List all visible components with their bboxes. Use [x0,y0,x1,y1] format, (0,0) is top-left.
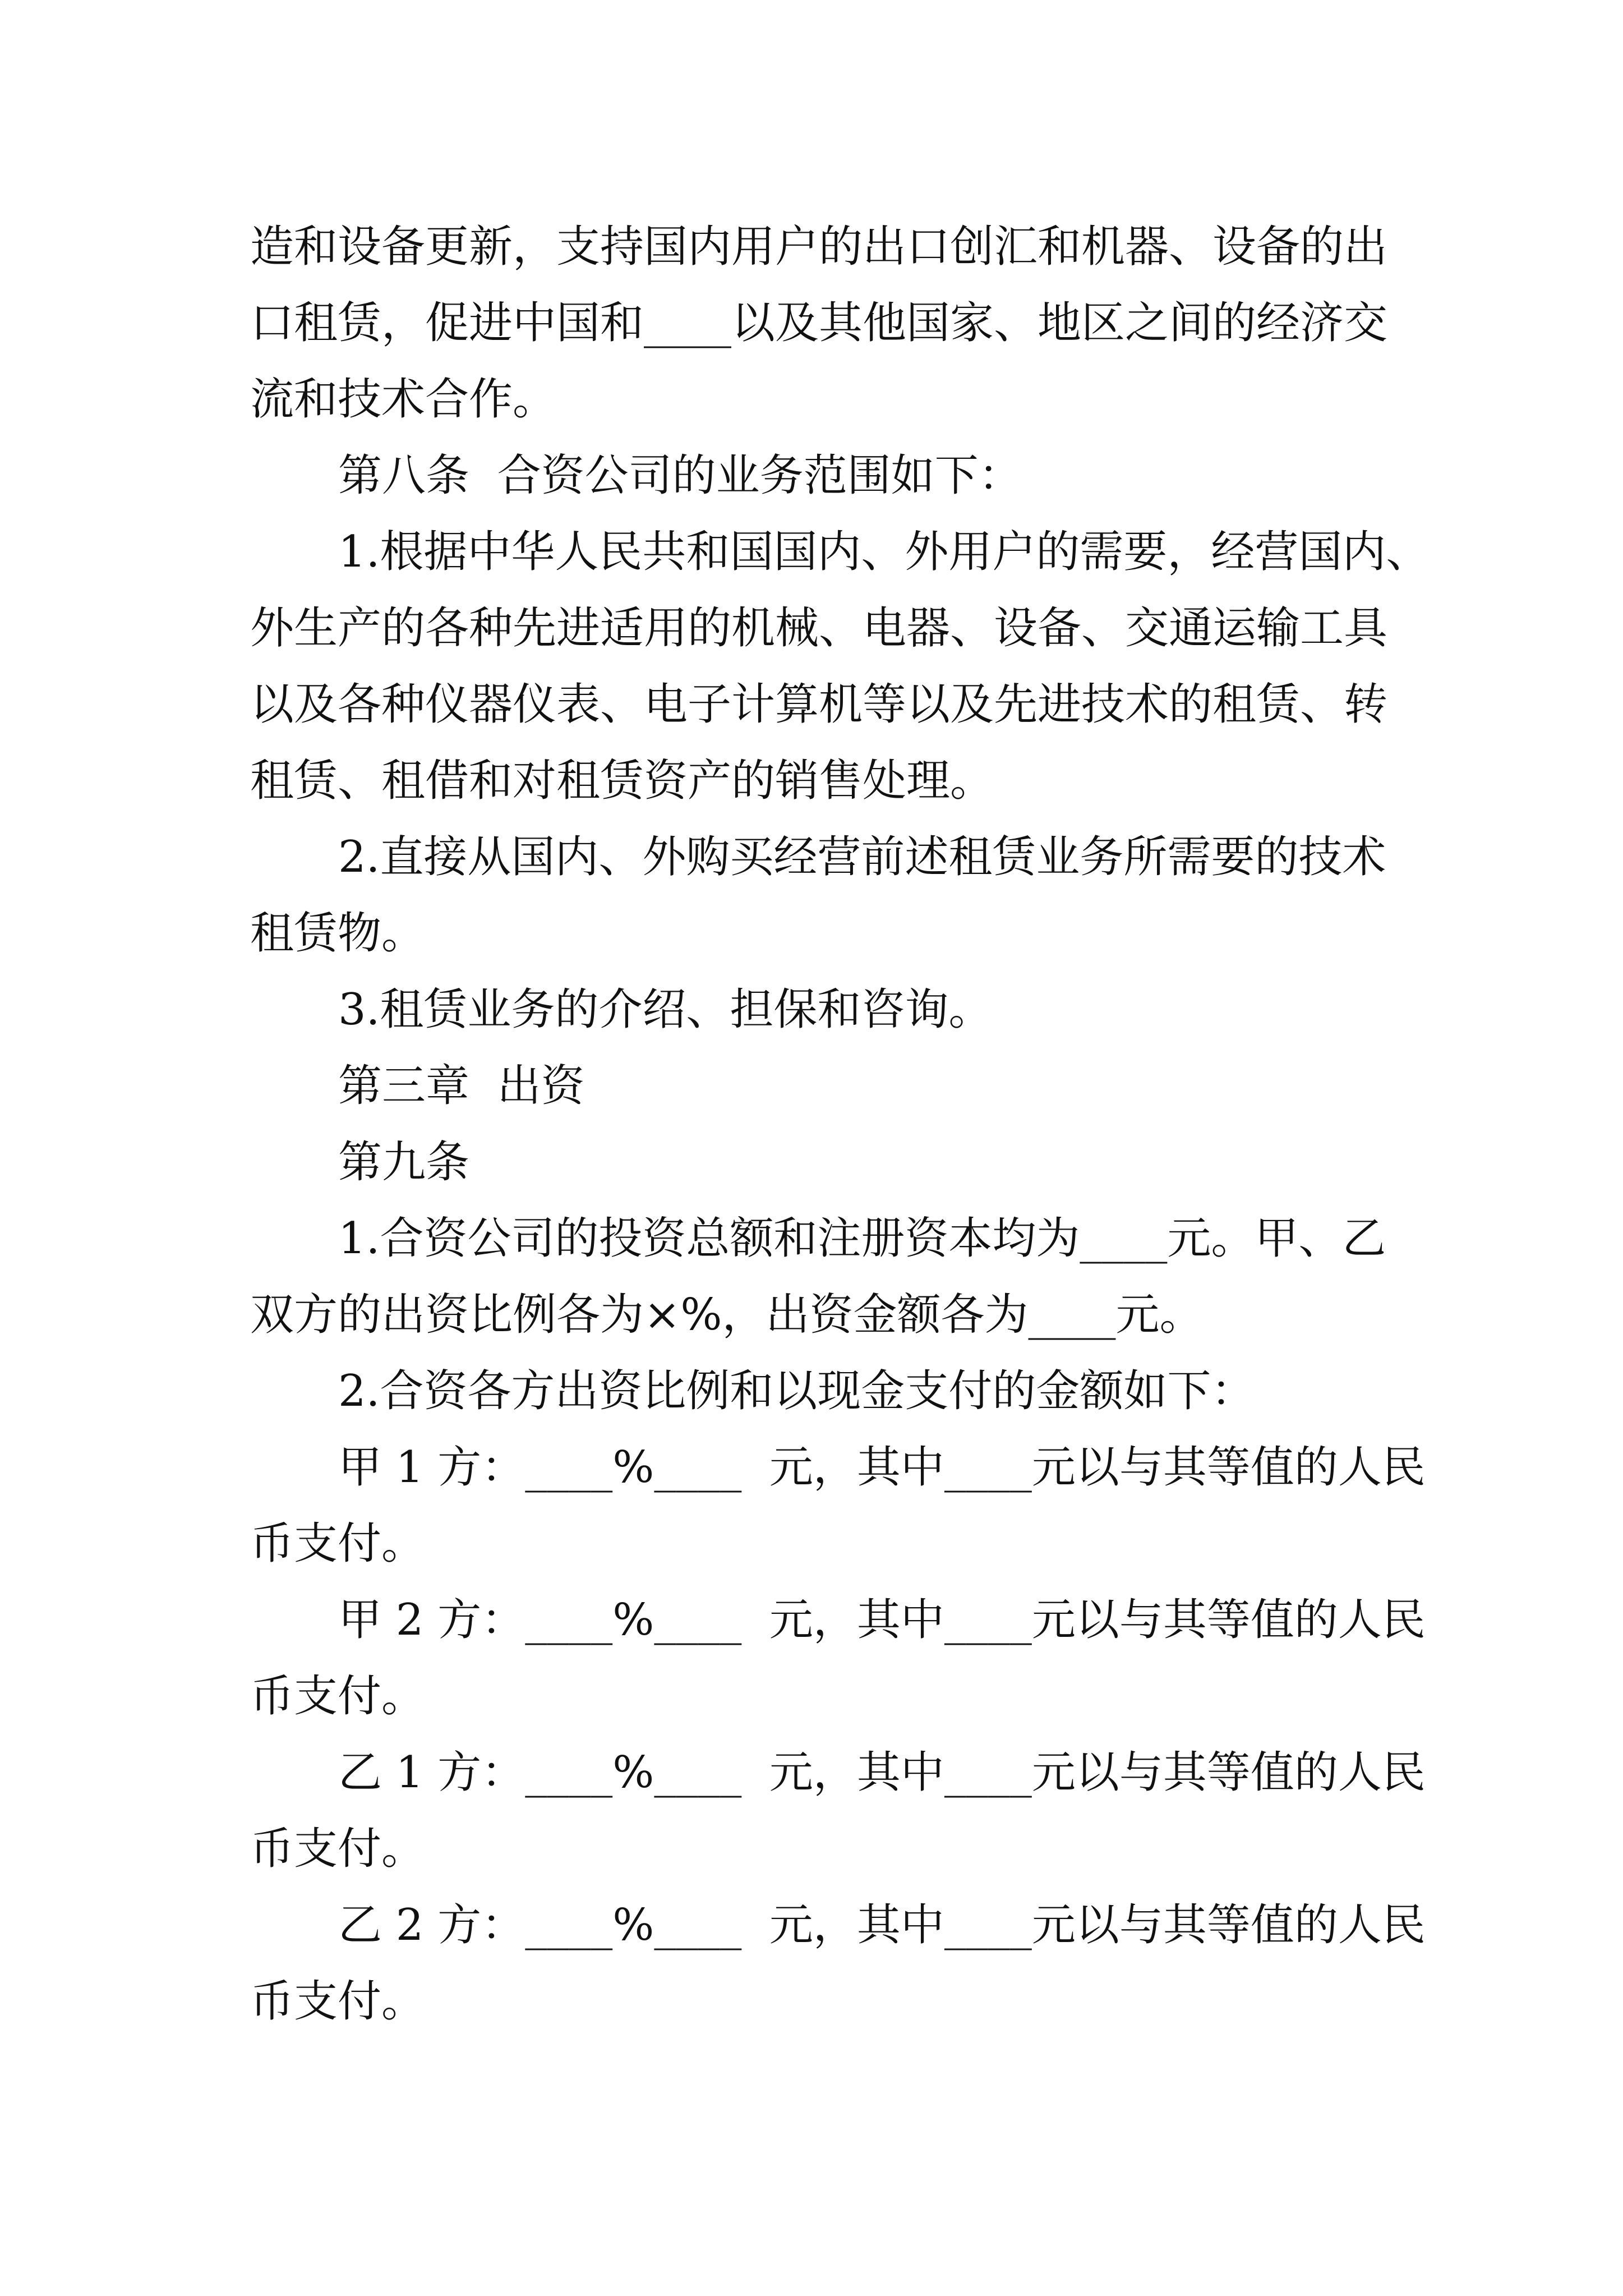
list-item-line: 外生产的各种先进适用的机械、电器、设备、交通运输工具 [250,603,1388,654]
list-item-line: 租赁、租借和对租赁资产的销售处理。 [250,756,994,806]
article-heading: 第八条 合资公司的业务范围如下： [338,450,1022,501]
list-item-line: 租赁物。 [250,908,426,959]
article-heading: 第九条 [338,1137,470,1188]
list-item-line: 3.租赁业务的介绍、担保和咨询。 [338,984,993,1035]
list-item-line: 双方的出资比例各为×%，出资金额各为____元。 [250,1290,1204,1340]
party-contribution-line: 乙 2 方：____%____ 元，其中____元以与其等值的人民 [338,1900,1426,1950]
party-contribution-line: 甲 2 方：____%____ 元，其中____元以与其等值的人民 [338,1595,1426,1645]
paragraph-line: 口租赁，促进中国和____以及其他国家、地区之间的经济交 [250,298,1388,348]
list-item-line: 1.根据中华人民共和国国内、外用户的需要，经营国内、 [338,527,1430,577]
paragraph-line: 造和设备更新，支持国内用户的出口创汇和机器、设备的出 [250,222,1388,272]
party-contribution-line: 币支付。 [250,1519,426,1569]
paragraph-line: 流和技术合作。 [250,374,557,425]
list-item-line: 以及各种仪器仪表、电子计算机等以及先进技术的租赁、转 [250,679,1388,730]
party-contribution-line: 币支付。 [250,1671,426,1722]
chapter-heading: 第三章 出资 [338,1061,585,1111]
list-item-line: 1.合资公司的投资总额和注册资本均为____元。甲、乙 [338,1213,1386,1264]
party-contribution-line: 币支付。 [250,1824,426,1874]
party-contribution-line: 甲 1 方：____%____ 元，其中____元以与其等值的人民 [338,1442,1426,1493]
list-item-line: 2.合资各方出资比例和以现金支付的金额如下： [338,1366,1255,1416]
list-item-line: 2.直接从国内、外购买经营前述租赁业务所需要的技术 [338,832,1386,882]
party-contribution-line: 币支付。 [250,1976,426,2027]
party-contribution-line: 乙 1 方：____%____ 元，其中____元以与其等值的人民 [338,1747,1426,1798]
